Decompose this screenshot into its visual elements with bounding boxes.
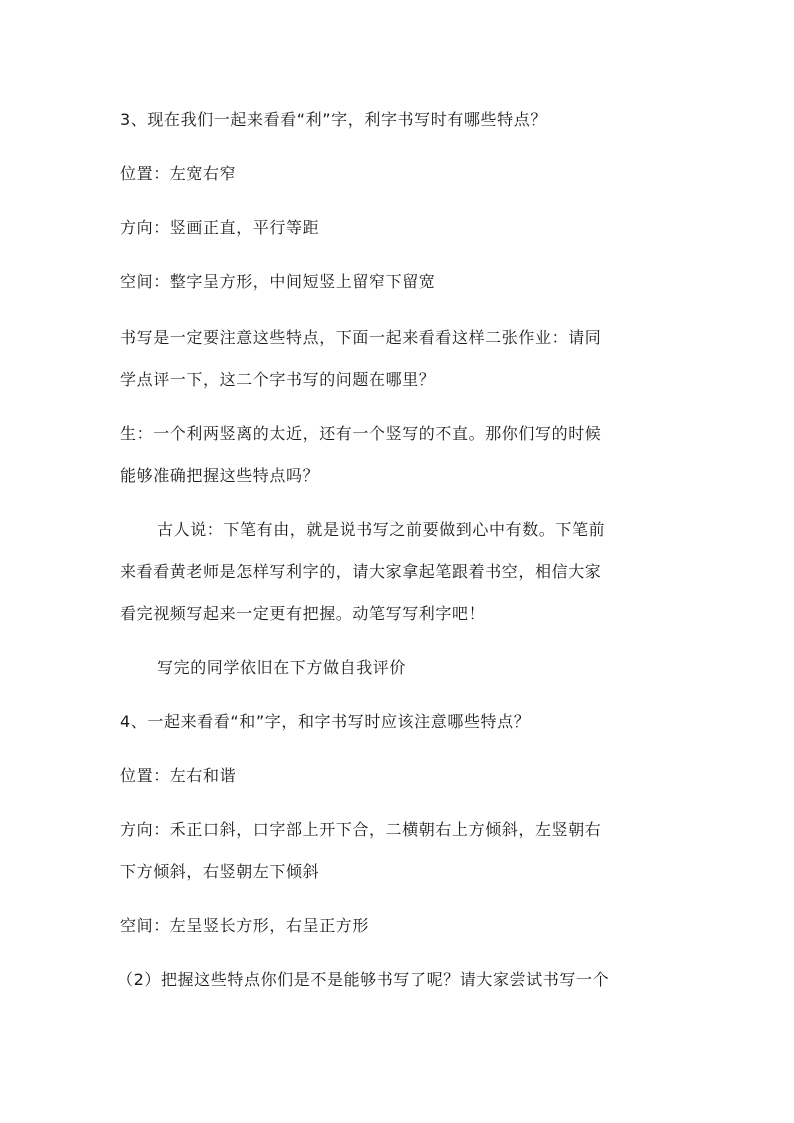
paragraph-line: 学点评一下，这二个字书写的问题在哪里？ (120, 370, 436, 389)
section-4-heading: 4、一起来看看“和”字，和字书写时应该注意哪些特点？ (120, 712, 531, 731)
paragraph-line: 生：一个利两竖离的太近，还有一个竖写的不直。那你们写的时候 (120, 424, 602, 443)
section-3-heading: 3、现在我们一起来看看“利”字，利字书写时有哪些特点？ (120, 110, 547, 129)
space-line: 空间：左呈竖长方形，右呈正方形 (120, 916, 370, 935)
paragraph-line: （2）把握这些特点你们是不是能够书写了呢？请大家尝试书写一个 (117, 970, 610, 989)
paragraph-line: 来看看黄老师是怎样写利字的，请大家拿起笔跟着书空，相信大家 (120, 562, 602, 581)
position-line: 位置：左右和谐 (120, 766, 237, 785)
paragraph-line: 古人说：下笔有由，就是说书写之前要做到心中有数。下笔前 (157, 520, 606, 539)
direction-line: 方向：禾正口斜，口字部上开下合，二横朝右上方倾斜，左竖朝右 (120, 820, 602, 839)
space-line: 空间：整字呈方形，中间短竖上留窄下留宽 (120, 272, 436, 291)
paragraph-line: 能够准确把握这些特点吗？ (120, 466, 320, 485)
paragraph-line: 书写是一定要注意这些特点，下面一起来看看这样二张作业：请同 (120, 328, 602, 347)
position-line: 位置：左宽右窄 (120, 164, 237, 183)
direction-line: 下方倾斜，右竖朝左下倾斜 (120, 862, 320, 881)
paragraph-line: 写完的同学依旧在下方做自我评价 (157, 658, 407, 677)
paragraph-line: 看完视频写起来一定更有把握。动笔写写利字吧！ (120, 604, 486, 623)
direction-line: 方向：竖画正直，平行等距 (120, 218, 320, 237)
